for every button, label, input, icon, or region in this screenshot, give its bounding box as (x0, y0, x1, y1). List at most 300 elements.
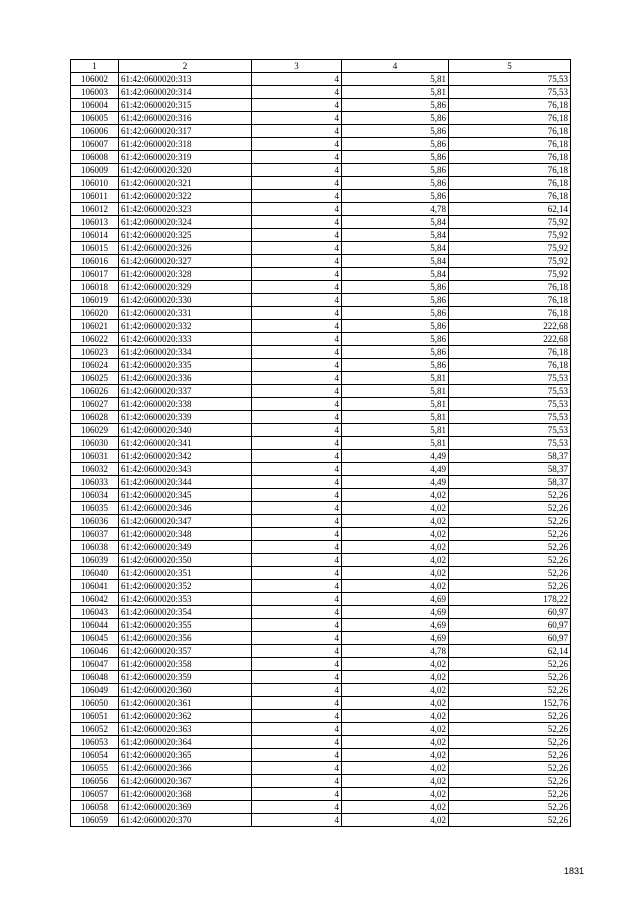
table-cell-col-2: 61:42:0600020:317 (119, 125, 252, 138)
table-cell-col-1: 106030 (71, 437, 119, 450)
table-cell-col-5: 62,14 (449, 645, 571, 658)
table-cell-col-1: 106005 (71, 112, 119, 125)
table-cell-col-3: 4 (252, 138, 342, 151)
table-cell-col-5: 75,53 (449, 385, 571, 398)
table-cell-col-3: 4 (252, 424, 342, 437)
table-cell-col-4: 5,86 (342, 151, 449, 164)
table-cell-col-3: 4 (252, 749, 342, 762)
table-cell-col-5: 76,18 (449, 125, 571, 138)
table-cell-col-2: 61:42:0600020:366 (119, 762, 252, 775)
table-cell-col-5: 52,26 (449, 814, 571, 827)
table-cell-col-2: 61:42:0600020:365 (119, 749, 252, 762)
table-cell-col-3: 4 (252, 99, 342, 112)
table-row (71, 216, 571, 229)
table-cell-col-5: 52,26 (449, 710, 571, 723)
table-cell-col-1: 106021 (71, 320, 119, 333)
table-cell-col-3: 4 (252, 606, 342, 619)
table-cell-col-2: 61:42:0600020:318 (119, 138, 252, 151)
table-cell-col-5: 52,26 (449, 580, 571, 593)
table-cell-col-1: 106058 (71, 801, 119, 814)
table-row (71, 177, 571, 190)
table-cell-col-5: 75,92 (449, 216, 571, 229)
table-cell-col-4: 4,02 (342, 554, 449, 567)
table-cell-col-1: 106051 (71, 710, 119, 723)
table-cell-col-3: 4 (252, 684, 342, 697)
table-cell-col-3: 4 (252, 450, 342, 463)
table-cell-col-5: 52,26 (449, 502, 571, 515)
table-cell-col-2: 61:42:0600020:325 (119, 229, 252, 242)
table-cell-col-5: 52,26 (449, 489, 571, 502)
table-cell-col-2: 61:42:0600020:343 (119, 463, 252, 476)
table-row (71, 801, 571, 814)
table-cell-col-4: 5,81 (342, 398, 449, 411)
table-cell-col-2: 61:42:0600020:348 (119, 528, 252, 541)
table-cell-col-3: 4 (252, 333, 342, 346)
table-cell-col-4: 5,86 (342, 333, 449, 346)
table-cell-col-4: 4,02 (342, 658, 449, 671)
table-body (71, 73, 571, 827)
table-row (71, 580, 571, 593)
table-cell-col-1: 106013 (71, 216, 119, 229)
table-cell-col-4: 5,86 (342, 294, 449, 307)
table-cell-col-3: 4 (252, 216, 342, 229)
table-cell-col-3: 4 (252, 359, 342, 372)
table-cell-col-4: 5,86 (342, 190, 449, 203)
table-cell-col-1: 106007 (71, 138, 119, 151)
table-row (71, 476, 571, 489)
table-row (71, 775, 571, 788)
table-cell-col-5: 222,68 (449, 320, 571, 333)
table-row (71, 333, 571, 346)
table-cell-col-3: 4 (252, 164, 342, 177)
table-cell-col-4: 5,81 (342, 385, 449, 398)
table-cell-col-4: 4,02 (342, 762, 449, 775)
table-row (71, 710, 571, 723)
table-cell-col-3: 4 (252, 736, 342, 749)
table-row (71, 398, 571, 411)
table-row (71, 463, 571, 476)
table-cell-col-3: 4 (252, 632, 342, 645)
table-cell-col-1: 106017 (71, 268, 119, 281)
table-cell-col-2: 61:42:0600020:342 (119, 450, 252, 463)
table-cell-col-1: 106047 (71, 658, 119, 671)
table-cell-col-2: 61:42:0600020:323 (119, 203, 252, 216)
table-cell-col-3: 4 (252, 177, 342, 190)
table-cell-col-1: 106056 (71, 775, 119, 788)
table-cell-col-2: 61:42:0600020:351 (119, 567, 252, 580)
table-row (71, 645, 571, 658)
table-cell-col-1: 106012 (71, 203, 119, 216)
table-cell-col-5: 60,97 (449, 632, 571, 645)
table-row (71, 268, 571, 281)
table-cell-col-4: 5,86 (342, 125, 449, 138)
table-cell-col-4: 5,86 (342, 359, 449, 372)
table-cell-col-5: 76,18 (449, 294, 571, 307)
table-cell-col-4: 4,02 (342, 788, 449, 801)
table-cell-col-2: 61:42:0600020:316 (119, 112, 252, 125)
table-cell-col-4: 5,86 (342, 164, 449, 177)
table-cell-col-2: 61:42:0600020:330 (119, 294, 252, 307)
table-cell-col-5: 75,92 (449, 268, 571, 281)
table-cell-col-2: 61:42:0600020:356 (119, 632, 252, 645)
table-cell-col-3: 4 (252, 346, 342, 359)
table-row (71, 606, 571, 619)
table-cell-col-4: 4,49 (342, 450, 449, 463)
table-cell-col-1: 106037 (71, 528, 119, 541)
table-cell-col-5: 52,26 (449, 541, 571, 554)
table-cell-col-4: 4,02 (342, 814, 449, 827)
table-cell-col-2: 61:42:0600020:352 (119, 580, 252, 593)
table-cell-col-1: 106031 (71, 450, 119, 463)
table-cell-col-1: 106002 (71, 73, 119, 86)
table-cell-col-1: 106016 (71, 255, 119, 268)
table-cell-col-1: 106029 (71, 424, 119, 437)
table-row (71, 190, 571, 203)
table-cell-col-4: 5,86 (342, 112, 449, 125)
table-cell-col-5: 52,26 (449, 658, 571, 671)
table-cell-col-2: 61:42:0600020:344 (119, 476, 252, 489)
table-cell-col-2: 61:42:0600020:331 (119, 307, 252, 320)
table-cell-col-1: 106054 (71, 749, 119, 762)
table-cell-col-4: 5,81 (342, 86, 449, 99)
table-cell-col-3: 4 (252, 775, 342, 788)
table-row (71, 229, 571, 242)
table-cell-col-1: 106055 (71, 762, 119, 775)
table-cell-col-1: 106050 (71, 697, 119, 710)
table-cell-col-2: 61:42:0600020:324 (119, 216, 252, 229)
table-cell-col-2: 61:42:0600020:332 (119, 320, 252, 333)
table-cell-col-2: 61:42:0600020:363 (119, 723, 252, 736)
table-cell-col-3: 4 (252, 645, 342, 658)
table-cell-col-1: 106034 (71, 489, 119, 502)
table-cell-col-3: 4 (252, 567, 342, 580)
table-cell-col-1: 106044 (71, 619, 119, 632)
table-cell-col-5: 52,26 (449, 801, 571, 814)
table-cell-col-5: 76,18 (449, 359, 571, 372)
table-cell-col-4: 4,78 (342, 203, 449, 216)
table-cell-col-2: 61:42:0600020:370 (119, 814, 252, 827)
table-row (71, 255, 571, 268)
table-row (71, 424, 571, 437)
table-row (71, 723, 571, 736)
table-cell-col-3: 4 (252, 229, 342, 242)
table-cell-col-5: 52,26 (449, 749, 571, 762)
table-cell-col-4: 5,81 (342, 424, 449, 437)
column-header-4: 4 (342, 60, 449, 73)
table-cell-col-2: 61:42:0600020:338 (119, 398, 252, 411)
table-cell-col-3: 4 (252, 489, 342, 502)
table-cell-col-3: 4 (252, 502, 342, 515)
table-cell-col-4: 5,81 (342, 73, 449, 86)
table-cell-col-2: 61:42:0600020:328 (119, 268, 252, 281)
table-cell-col-1: 106041 (71, 580, 119, 593)
table-cell-col-2: 61:42:0600020:329 (119, 281, 252, 294)
table-cell-col-3: 4 (252, 112, 342, 125)
table-row (71, 99, 571, 112)
table-cell-col-4: 5,86 (342, 346, 449, 359)
table-row (71, 151, 571, 164)
table-cell-col-1: 106011 (71, 190, 119, 203)
table-cell-col-2: 61:42:0600020:364 (119, 736, 252, 749)
table-cell-col-5: 60,97 (449, 606, 571, 619)
table-cell-col-4: 5,86 (342, 320, 449, 333)
table-cell-col-5: 76,18 (449, 99, 571, 112)
table-cell-col-3: 4 (252, 320, 342, 333)
table-cell-col-4: 5,86 (342, 138, 449, 151)
table-cell-col-4: 4,02 (342, 697, 449, 710)
table-row (71, 346, 571, 359)
table-cell-col-4: 4,78 (342, 645, 449, 658)
table-cell-col-2: 61:42:0600020:353 (119, 593, 252, 606)
table-cell-col-5: 76,18 (449, 281, 571, 294)
table-cell-col-3: 4 (252, 554, 342, 567)
table-cell-col-1: 106026 (71, 385, 119, 398)
table-cell-col-5: 76,18 (449, 138, 571, 151)
table-cell-col-4: 4,49 (342, 476, 449, 489)
table-cell-col-4: 5,84 (342, 229, 449, 242)
table-cell-col-3: 4 (252, 710, 342, 723)
table-cell-col-2: 61:42:0600020:369 (119, 801, 252, 814)
table-cell-col-1: 106036 (71, 515, 119, 528)
table-cell-col-4: 4,02 (342, 749, 449, 762)
data-table (70, 59, 571, 827)
table-cell-col-5: 76,18 (449, 307, 571, 320)
table-cell-col-3: 4 (252, 242, 342, 255)
table-cell-col-2: 61:42:0600020:313 (119, 73, 252, 86)
table-cell-col-3: 4 (252, 801, 342, 814)
table-cell-col-2: 61:42:0600020:347 (119, 515, 252, 528)
table-row (71, 762, 571, 775)
table-cell-col-5: 75,92 (449, 229, 571, 242)
table-cell-col-2: 61:42:0600020:345 (119, 489, 252, 502)
table-cell-col-2: 61:42:0600020:354 (119, 606, 252, 619)
table-cell-col-3: 4 (252, 307, 342, 320)
table-cell-col-4: 5,81 (342, 372, 449, 385)
table-cell-col-4: 5,86 (342, 281, 449, 294)
table-row (71, 359, 571, 372)
table-cell-col-1: 106022 (71, 333, 119, 346)
table-cell-col-1: 106046 (71, 645, 119, 658)
table-cell-col-4: 4,02 (342, 723, 449, 736)
table-row (71, 749, 571, 762)
table-cell-col-5: 75,92 (449, 255, 571, 268)
table-cell-col-4: 4,02 (342, 567, 449, 580)
table-row (71, 164, 571, 177)
table-row (71, 112, 571, 125)
table-cell-col-1: 106039 (71, 554, 119, 567)
table-cell-col-4: 4,69 (342, 606, 449, 619)
table-cell-col-2: 61:42:0600020:359 (119, 671, 252, 684)
table-cell-col-4: 4,69 (342, 593, 449, 606)
table-cell-col-4: 4,02 (342, 515, 449, 528)
table-cell-col-3: 4 (252, 437, 342, 450)
table-cell-col-3: 4 (252, 268, 342, 281)
table-row (71, 86, 571, 99)
table-row (71, 489, 571, 502)
table-cell-col-2: 61:42:0600020:319 (119, 151, 252, 164)
table-cell-col-2: 61:42:0600020:350 (119, 554, 252, 567)
table-cell-col-3: 4 (252, 476, 342, 489)
table-cell-col-1: 106027 (71, 398, 119, 411)
table-row (71, 554, 571, 567)
table-cell-col-5: 58,37 (449, 476, 571, 489)
table-cell-col-2: 61:42:0600020:340 (119, 424, 252, 437)
table-cell-col-3: 4 (252, 528, 342, 541)
table-cell-col-5: 52,26 (449, 723, 571, 736)
table-cell-col-2: 61:42:0600020:357 (119, 645, 252, 658)
table-cell-col-2: 61:42:0600020:360 (119, 684, 252, 697)
table-cell-col-1: 106020 (71, 307, 119, 320)
table-cell-col-5: 76,18 (449, 112, 571, 125)
table-cell-col-2: 61:42:0600020:335 (119, 359, 252, 372)
table-row (71, 515, 571, 528)
table-cell-col-2: 61:42:0600020:314 (119, 86, 252, 99)
table-cell-col-5: 60,97 (449, 619, 571, 632)
table-cell-col-4: 5,86 (342, 99, 449, 112)
table-cell-col-2: 61:42:0600020:322 (119, 190, 252, 203)
table-cell-col-1: 106052 (71, 723, 119, 736)
table-cell-col-1: 106042 (71, 593, 119, 606)
table-cell-col-5: 76,18 (449, 346, 571, 359)
table-cell-col-3: 4 (252, 385, 342, 398)
table-cell-col-5: 75,53 (449, 398, 571, 411)
table-cell-col-5: 75,53 (449, 424, 571, 437)
table-cell-col-3: 4 (252, 372, 342, 385)
table-cell-col-4: 4,02 (342, 580, 449, 593)
table-row (71, 281, 571, 294)
table-cell-col-3: 4 (252, 697, 342, 710)
table-cell-col-1: 106035 (71, 502, 119, 515)
table-cell-col-4: 4,02 (342, 801, 449, 814)
table-cell-col-1: 106024 (71, 359, 119, 372)
table-cell-col-4: 5,81 (342, 437, 449, 450)
table-cell-col-2: 61:42:0600020:321 (119, 177, 252, 190)
table-cell-col-5: 75,92 (449, 242, 571, 255)
table-row (71, 437, 571, 450)
table-cell-col-5: 52,26 (449, 684, 571, 697)
table-cell-col-4: 5,86 (342, 177, 449, 190)
table-cell-col-4: 4,02 (342, 684, 449, 697)
table-cell-col-5: 75,53 (449, 86, 571, 99)
table-cell-col-1: 106049 (71, 684, 119, 697)
table-cell-col-3: 4 (252, 788, 342, 801)
table-cell-col-4: 5,84 (342, 216, 449, 229)
table-cell-col-5: 75,53 (449, 372, 571, 385)
table-cell-col-3: 4 (252, 723, 342, 736)
table-cell-col-3: 4 (252, 515, 342, 528)
table-cell-col-3: 4 (252, 541, 342, 554)
table-cell-col-2: 61:42:0600020:337 (119, 385, 252, 398)
table-cell-col-2: 61:42:0600020:368 (119, 788, 252, 801)
table-row (71, 788, 571, 801)
table-cell-col-1: 106018 (71, 281, 119, 294)
table-cell-col-4: 4,49 (342, 463, 449, 476)
table-cell-col-1: 106006 (71, 125, 119, 138)
table-cell-col-5: 52,26 (449, 515, 571, 528)
column-header-5: 5 (449, 60, 571, 73)
table-cell-col-5: 58,37 (449, 450, 571, 463)
table-cell-col-4: 4,02 (342, 541, 449, 554)
table-cell-col-1: 106032 (71, 463, 119, 476)
table-row (71, 73, 571, 86)
table-cell-col-5: 58,37 (449, 463, 571, 476)
table-cell-col-3: 4 (252, 671, 342, 684)
table-row (71, 593, 571, 606)
table-cell-col-5: 76,18 (449, 177, 571, 190)
table-row (71, 671, 571, 684)
table-cell-col-5: 76,18 (449, 190, 571, 203)
table-row (71, 736, 571, 749)
table-cell-col-1: 106043 (71, 606, 119, 619)
table-row (71, 307, 571, 320)
table-row (71, 138, 571, 151)
table-cell-col-2: 61:42:0600020:339 (119, 411, 252, 424)
table-row (71, 814, 571, 827)
table-cell-col-5: 52,26 (449, 554, 571, 567)
table-cell-col-3: 4 (252, 398, 342, 411)
table-cell-col-3: 4 (252, 190, 342, 203)
table-row (71, 684, 571, 697)
table-cell-col-4: 5,86 (342, 307, 449, 320)
table-cell-col-3: 4 (252, 203, 342, 216)
table-cell-col-5: 52,26 (449, 736, 571, 749)
table-row (71, 619, 571, 632)
table-cell-col-1: 106045 (71, 632, 119, 645)
table-cell-col-1: 106004 (71, 99, 119, 112)
table-cell-col-3: 4 (252, 86, 342, 99)
table-cell-col-3: 4 (252, 73, 342, 86)
table-cell-col-3: 4 (252, 762, 342, 775)
table-cell-col-5: 178,22 (449, 593, 571, 606)
page-number: 1831 (563, 866, 584, 876)
table-cell-col-3: 4 (252, 593, 342, 606)
table-cell-col-3: 4 (252, 255, 342, 268)
table-cell-col-3: 4 (252, 658, 342, 671)
table-row (71, 203, 571, 216)
table-cell-col-2: 61:42:0600020:362 (119, 710, 252, 723)
table-cell-col-4: 4,02 (342, 502, 449, 515)
table-cell-col-5: 62,14 (449, 203, 571, 216)
table-cell-col-1: 106014 (71, 229, 119, 242)
table-cell-col-3: 4 (252, 281, 342, 294)
table-cell-col-3: 4 (252, 151, 342, 164)
table-cell-col-3: 4 (252, 294, 342, 307)
table-cell-col-5: 52,26 (449, 775, 571, 788)
table-row (71, 411, 571, 424)
table-cell-col-2: 61:42:0600020:336 (119, 372, 252, 385)
table-cell-col-4: 4,02 (342, 736, 449, 749)
table-cell-col-2: 61:42:0600020:346 (119, 502, 252, 515)
table-cell-col-1: 106028 (71, 411, 119, 424)
table-cell-col-1: 106003 (71, 86, 119, 99)
table-row (71, 372, 571, 385)
table-cell-col-4: 4,02 (342, 528, 449, 541)
table-cell-col-1: 106025 (71, 372, 119, 385)
table-row (71, 125, 571, 138)
table-cell-col-5: 76,18 (449, 151, 571, 164)
table-cell-col-4: 5,84 (342, 255, 449, 268)
table-header-row (71, 60, 571, 73)
table-cell-col-3: 4 (252, 619, 342, 632)
table-cell-col-3: 4 (252, 580, 342, 593)
table-cell-col-5: 152,76 (449, 697, 571, 710)
table-row (71, 320, 571, 333)
table-cell-col-4: 4,69 (342, 619, 449, 632)
table-cell-col-5: 52,26 (449, 671, 571, 684)
table-cell-col-4: 4,02 (342, 671, 449, 684)
table-cell-col-3: 4 (252, 125, 342, 138)
table-row (71, 242, 571, 255)
